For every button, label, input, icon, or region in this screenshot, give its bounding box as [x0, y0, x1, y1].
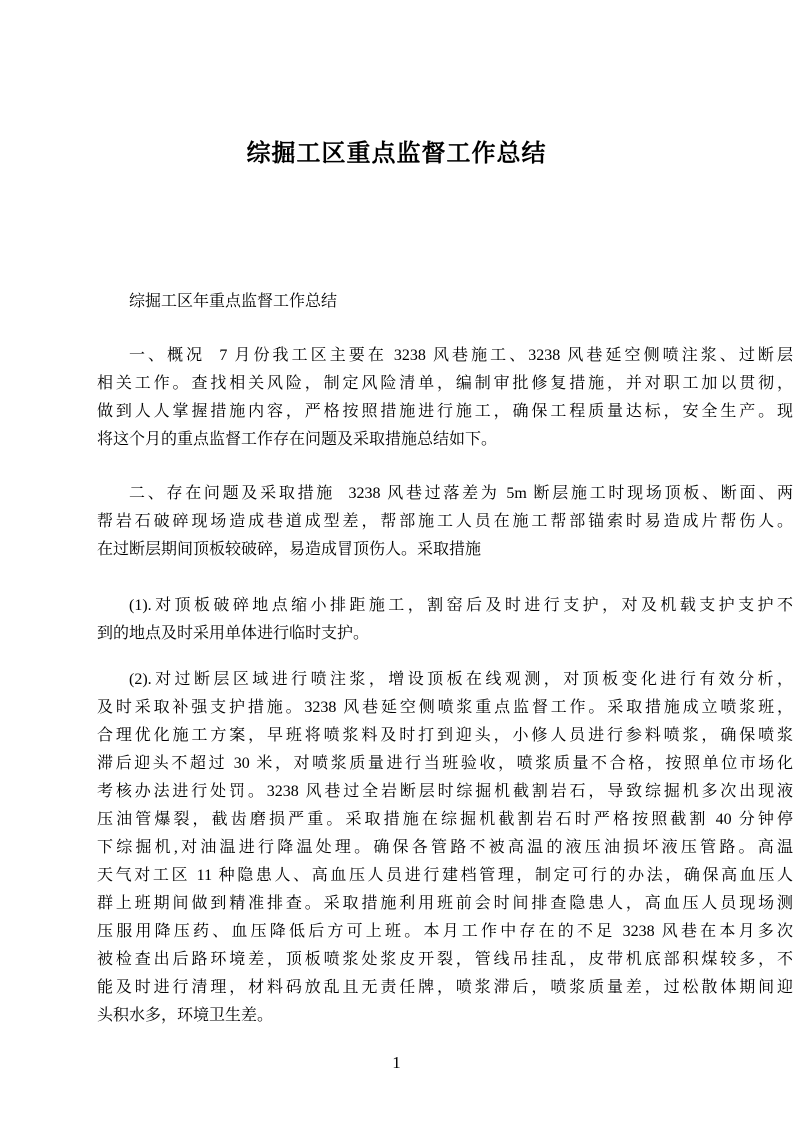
text-line: 在过断层期间顶板较破碎，易造成冒顶伤人。采取措施 — [97, 541, 482, 558]
paragraph-measure-2 — [97, 666, 793, 1030]
text-line: 滞后迎头不超过 30 米，对喷浆质量进行当班验收，喷浆质量不合格，按照单位市场化 — [97, 755, 793, 772]
paragraph-intro — [97, 288, 793, 316]
text-line: (2).对过断层区域进行喷注浆，增设顶板在线观测，对顶板变化进行有效分析， — [129, 671, 793, 688]
text-line: 头积水多，环境卫生差。 — [97, 1007, 274, 1024]
intro-line: 综掘工区年重点监督工作总结 — [129, 293, 338, 310]
text-line: 压服用降压药、血压降低后方可上班。本月工作中存在的不足 3238 风巷在本月多次 — [97, 923, 793, 940]
text-line: 天气对工区 11 种隐患人、高血压人员进行建档管理，制定可行的办法，确保高血压人 — [97, 867, 793, 884]
text-line: 帮岩石破碎现场造成巷道成型差，帮部施工人员在施工帮部锚索时易造成片帮伤人。 — [97, 513, 793, 530]
paragraph-measure-1 — [97, 592, 793, 648]
text-line: 做到人人掌握措施内容，严格按照措施进行施工，确保工程质量达标，安全生产。现 — [97, 403, 793, 420]
paragraph-overview — [97, 342, 793, 454]
text-line: 被检查出后路环境差，顶板喷浆处浆皮开裂，管线吊挂乱，皮带机底部积煤较多，不 — [97, 951, 793, 968]
text-line: 将这个月的重点监督工作存在问题及采取措施总结如下。 — [97, 431, 498, 448]
paragraph-problems-and-measures — [97, 480, 793, 564]
text-line: 考核办法进行处罚。3238 风巷过全岩断层时综掘机截割岩石，导致综掘机多次出现液 — [97, 783, 793, 800]
text-line: 群上班期间做到精准排查。采取措施利用班前会时间排查隐患人，高血压人员现场测 — [97, 895, 793, 912]
text-line: 到的地点及时采用单体进行临时支护。 — [97, 625, 370, 642]
text-line: (1).对顶板破碎地点缩小排距施工，割窑后及时进行支护，对及机载支护支护不 — [129, 597, 793, 614]
text-line: 一、概况 7 月份我工区主要在 3238 风巷施工、3238 风巷延空侧喷注浆、过断层 — [129, 347, 793, 364]
text-line: 二、存在问题及采取措施 3238 风巷过落差为 5m 断层施工时现场顶板、断面、两 — [129, 485, 793, 502]
page-number: 1 — [392, 1053, 401, 1072]
text-line: 压油管爆裂，截齿磨损严重。采取措施在综掘机截割岩石时严格按照截割 40 分钟停 — [97, 811, 793, 828]
text-line: 相关工作。查找相关风险，制定风险清单，编制审批修复措施，并对职工加以贯彻， — [97, 375, 793, 392]
text-line: 能及时进行清理，材料码放乱且无责任牌，喷浆滞后，喷浆质量差，过松散体期间迎 — [97, 979, 793, 996]
text-line: 合理优化施工方案，早班将喷浆料及时打到迎头，小修人员进行参料喷浆，确保喷浆 — [97, 727, 793, 744]
document-body — [97, 288, 793, 1030]
document-title: 综掘工区重点监督工作总结 — [246, 140, 547, 167]
text-line: 下综掘机,对油温进行降温处理。确保各管路不被高温的液压油损坏液压管路。高温 — [97, 839, 793, 856]
text-line: 及时采取补强支护措施。3238 风巷延空侧喷浆重点监督工作。采取措施成立喷浆班， — [97, 699, 793, 716]
